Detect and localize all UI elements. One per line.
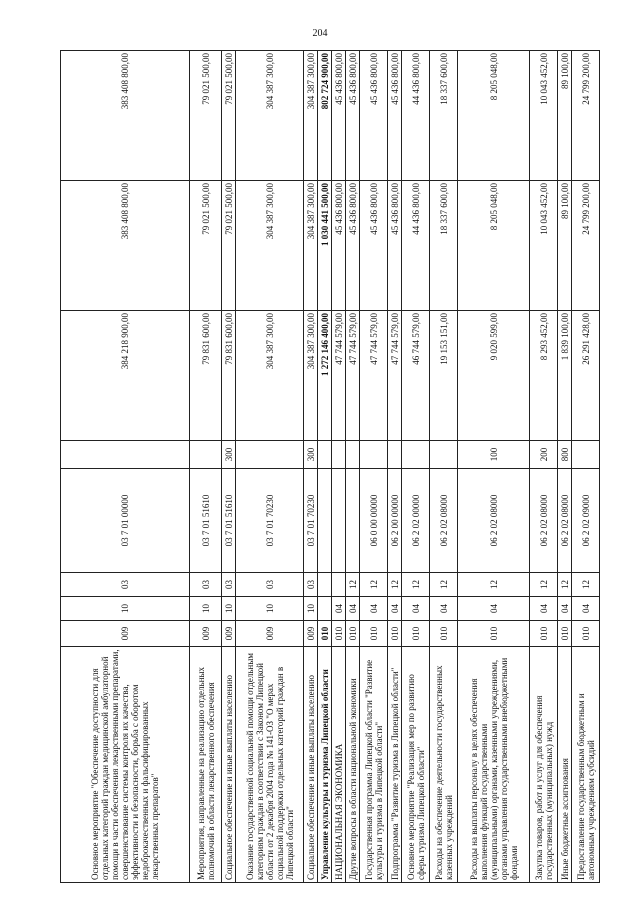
- table-row: [304, 51, 318, 883]
- row-target-article: 03 7 01 70230: [304, 469, 318, 573]
- row-subsection-code: 12: [530, 573, 558, 597]
- row-section-code: 10: [236, 597, 304, 621]
- row-expense-type: [332, 441, 346, 469]
- row-section-code: 04: [332, 597, 346, 621]
- row-sum-2: 44 436 800,00: [402, 181, 430, 311]
- row-section-code: 04: [572, 597, 600, 621]
- row-expense-type: [190, 441, 222, 469]
- budget-table: [60, 50, 600, 883]
- row-ved-code: 009: [236, 621, 304, 647]
- row-expense-type: [61, 441, 190, 469]
- row-sum-1: 1 839 100,00: [558, 311, 572, 441]
- row-sum-2: 89 100,00: [558, 181, 572, 311]
- row-section-code: 04: [402, 597, 430, 621]
- row-sum-3: 383 408 800,00: [61, 51, 190, 181]
- row-ved-code: 010: [530, 621, 558, 647]
- row-target-article: 06 2 02 00000: [402, 469, 430, 573]
- row-name: Государственная программа Липецкой области "Развитие культуры и туризма в Липецкой области": [360, 647, 388, 883]
- row-target-article: 03 7 01 70230: [236, 469, 304, 573]
- row-sum-2: 45 436 800,00: [388, 181, 402, 311]
- row-section-code: 10: [61, 597, 190, 621]
- table-row: [236, 51, 304, 883]
- row-name: Другие вопросы в области национальной экономики: [346, 647, 360, 883]
- row-name: Оказание государственной социальной помощи отдельным категориям граждан в соответствии с Законом Липецкой области от 2 декабря 2004 года № 141-ОЗ "О мерах социальной поддержки отдельных категорий граждан в Липецкой области": [236, 647, 304, 883]
- row-sum-3: 79 021 500,00: [222, 51, 236, 181]
- row-expense-type: [318, 441, 332, 469]
- row-sum-1: 79 831 600,00: [190, 311, 222, 441]
- row-sum-2: 18 337 600,00: [430, 181, 458, 311]
- row-sum-2: 24 799 200,00: [572, 181, 600, 311]
- row-sum-3: 45 436 800,00: [346, 51, 360, 181]
- row-name: НАЦИОНАЛЬНАЯ ЭКОНОМИКА: [332, 647, 346, 883]
- row-target-article: 03 7 01 51610: [222, 469, 236, 573]
- row-subsection-code: 12: [558, 573, 572, 597]
- row-target-article: 06 2 02 08000: [558, 469, 572, 573]
- row-sum-3: 45 436 800,00: [360, 51, 388, 181]
- row-expense-type: [572, 441, 600, 469]
- row-sum-1: 47 744 579,00: [346, 311, 360, 441]
- row-target-article: 03 7 01 51610: [190, 469, 222, 573]
- row-section-code: 04: [388, 597, 402, 621]
- row-ved-code: 009: [222, 621, 236, 647]
- row-ved-code: 010: [572, 621, 600, 647]
- row-section-code: 04: [558, 597, 572, 621]
- row-expense-type: [360, 441, 388, 469]
- row-target-article: 06 2 02 08000: [430, 469, 458, 573]
- row-sum-3: 802 724 900,00: [318, 51, 332, 181]
- row-sum-2: 383 408 800,00: [61, 181, 190, 311]
- row-section-code: 04: [346, 597, 360, 621]
- row-subsection-code: 12: [360, 573, 388, 597]
- row-section-code: 10: [304, 597, 318, 621]
- row-subsection-code: 03: [61, 573, 190, 597]
- row-sum-3: 304 387 300,00: [236, 51, 304, 181]
- row-subsection-code: 03: [236, 573, 304, 597]
- row-target-article: 06 2 00 00000: [388, 469, 402, 573]
- row-section-code: 10: [222, 597, 236, 621]
- row-subsection-code: 12: [572, 573, 600, 597]
- row-sum-1: 9 020 599,00: [458, 311, 530, 441]
- row-name: Расходы на выплаты персоналу в целях обеспечения выполнения функций государственными (муниципальными) органами, казенными учреждениями, органами управления государственными внебюджетными фондами: [458, 647, 530, 883]
- table-row: [458, 51, 530, 883]
- row-ved-code: 010: [558, 621, 572, 647]
- row-expense-type: 800: [558, 441, 572, 469]
- row-sum-3: 10 043 452,00: [530, 51, 558, 181]
- row-subsection-code: 12: [430, 573, 458, 597]
- row-section-code: 04: [360, 597, 388, 621]
- row-sum-1: 304 387 300,00: [304, 311, 318, 441]
- row-sum-3: 79 021 500,00: [190, 51, 222, 181]
- row-section-code: 10: [190, 597, 222, 621]
- row-sum-1: 79 831 600,00: [222, 311, 236, 441]
- row-sum-2: 45 436 800,00: [360, 181, 388, 311]
- row-sum-3: 44 436 800,00: [402, 51, 430, 181]
- row-sum-2: 79 021 500,00: [190, 181, 222, 311]
- row-expense-type: [346, 441, 360, 469]
- row-section-code: 04: [430, 597, 458, 621]
- row-target-article: [318, 469, 332, 573]
- row-ved-code: 010: [318, 621, 332, 647]
- row-section-code: 04: [458, 597, 530, 621]
- row-subsection-code: 03: [304, 573, 318, 597]
- row-section-code: [318, 597, 332, 621]
- table-row: [318, 51, 332, 883]
- row-target-article: 06 0 00 00000: [360, 469, 388, 573]
- table-row: [572, 51, 600, 883]
- row-name: Социальное обеспечение и иные выплаты населению: [222, 647, 236, 883]
- table-row: [346, 51, 360, 883]
- row-name: Основное мероприятие "Реализация мер по развитию сферы туризма Липецкой области": [402, 647, 430, 883]
- budget-table-container: [60, 51, 596, 883]
- row-sum-1: 26 291 428,00: [572, 311, 600, 441]
- row-subsection-code: [332, 573, 346, 597]
- row-sum-3: 45 436 800,00: [332, 51, 346, 181]
- row-ved-code: 010: [332, 621, 346, 647]
- row-expense-type: 300: [222, 441, 236, 469]
- row-name: Управление культуры и туризма Липецкой области: [318, 647, 332, 883]
- row-target-article: [332, 469, 346, 573]
- row-section-code: 04: [530, 597, 558, 621]
- row-target-article: [346, 469, 360, 573]
- row-target-article: 06 2 02 08000: [530, 469, 558, 573]
- row-sum-1: 8 293 452,00: [530, 311, 558, 441]
- row-name: Подпрограмма "Развитие туризма в Липецкой области": [388, 647, 402, 883]
- row-ved-code: 009: [61, 621, 190, 647]
- row-sum-3: 45 436 800,00: [388, 51, 402, 181]
- row-ved-code: 010: [458, 621, 530, 647]
- row-ved-code: 009: [190, 621, 222, 647]
- row-subsection-code: 12: [458, 573, 530, 597]
- row-subsection-code: 12: [402, 573, 430, 597]
- table-row: [222, 51, 236, 883]
- row-target-article: 03 7 01 00000: [61, 469, 190, 573]
- row-sum-2: 45 436 800,00: [346, 181, 360, 311]
- row-ved-code: 010: [430, 621, 458, 647]
- row-name: Предоставление государственным бюджетным и автономным учреждениям субсидий: [572, 647, 600, 883]
- row-name: Мероприятия, направленные на реализацию отдельных полномочий в области лекарственного обеспечения: [190, 647, 222, 883]
- row-ved-code: 009: [304, 621, 318, 647]
- row-ved-code: 010: [388, 621, 402, 647]
- table-row: [530, 51, 558, 883]
- row-sum-2: 304 387 300,00: [236, 181, 304, 311]
- row-name: Закупка товаров, работ и услуг для обеспечения государственных (муниципальных) нужд: [530, 647, 558, 883]
- row-sum-2: 79 021 500,00: [222, 181, 236, 311]
- row-sum-1: 47 744 579,00: [388, 311, 402, 441]
- row-ved-code: 010: [360, 621, 388, 647]
- row-name: Основное мероприятие "Обеспечение доступности для отдельных категорий граждан медицинской амбулаторной помощи в части обеспечения лекарственными препаратами, совершенствование системы контроля их качества, эффективности и безопасности, борьба с оборотом недоброкачественных и фальсифицированных лекарственных препаратов": [61, 647, 190, 883]
- row-sum-1: 46 744 579,00: [402, 311, 430, 441]
- row-expense-type: [430, 441, 458, 469]
- row-sum-1: 47 744 579,00: [360, 311, 388, 441]
- row-sum-2: 304 387 300,00: [304, 181, 318, 311]
- row-sum-3: 89 100,00: [558, 51, 572, 181]
- row-subsection-code: 03: [222, 573, 236, 597]
- row-name: Расходы на обеспечение деятельности государственных казенных учреждений: [430, 647, 458, 883]
- row-target-article: 06 2 02 09000: [572, 469, 600, 573]
- table-row: [430, 51, 458, 883]
- row-sum-1: 1 272 146 400,00: [318, 311, 332, 441]
- table-row: [61, 51, 190, 883]
- row-expense-type: 300: [304, 441, 318, 469]
- row-sum-2: 10 043 452,00: [530, 181, 558, 311]
- table-row: [558, 51, 572, 883]
- table-row: [190, 51, 222, 883]
- budget-table-body: [61, 51, 600, 883]
- row-subsection-code: 12: [346, 573, 360, 597]
- row-subsection-code: [318, 573, 332, 597]
- row-expense-type: [402, 441, 430, 469]
- row-subsection-code: 12: [388, 573, 402, 597]
- row-sum-2: 1 030 441 500,00: [318, 181, 332, 311]
- table-row: [402, 51, 430, 883]
- row-sum-1: 47 744 579,00: [332, 311, 346, 441]
- row-sum-2: 45 436 800,00: [332, 181, 346, 311]
- row-expense-type: [236, 441, 304, 469]
- row-sum-1: 384 218 900,00: [61, 311, 190, 441]
- row-target-article: 06 2 02 08000: [458, 469, 530, 573]
- table-row: [360, 51, 388, 883]
- table-row: [388, 51, 402, 883]
- row-name: Социальное обеспечение и иные выплаты населению: [304, 647, 318, 883]
- row-expense-type: 100: [458, 441, 530, 469]
- row-sum-3: 304 387 300,00: [304, 51, 318, 181]
- row-sum-2: 8 205 048,00: [458, 181, 530, 311]
- row-sum-3: 18 337 600,00: [430, 51, 458, 181]
- row-subsection-code: 03: [190, 573, 222, 597]
- table-row: [332, 51, 346, 883]
- row-ved-code: 010: [402, 621, 430, 647]
- page-number: 204: [312, 28, 328, 39]
- row-expense-type: [388, 441, 402, 469]
- row-sum-1: 19 153 151,00: [430, 311, 458, 441]
- row-expense-type: 200: [530, 441, 558, 469]
- rotated-table-viewport: [60, 51, 596, 883]
- row-ved-code: 010: [346, 621, 360, 647]
- row-name: Иные бюджетные ассигнования: [558, 647, 572, 883]
- row-sum-3: 8 205 048,00: [458, 51, 530, 181]
- row-sum-1: 304 387 300,00: [236, 311, 304, 441]
- row-sum-3: 24 799 200,00: [572, 51, 600, 181]
